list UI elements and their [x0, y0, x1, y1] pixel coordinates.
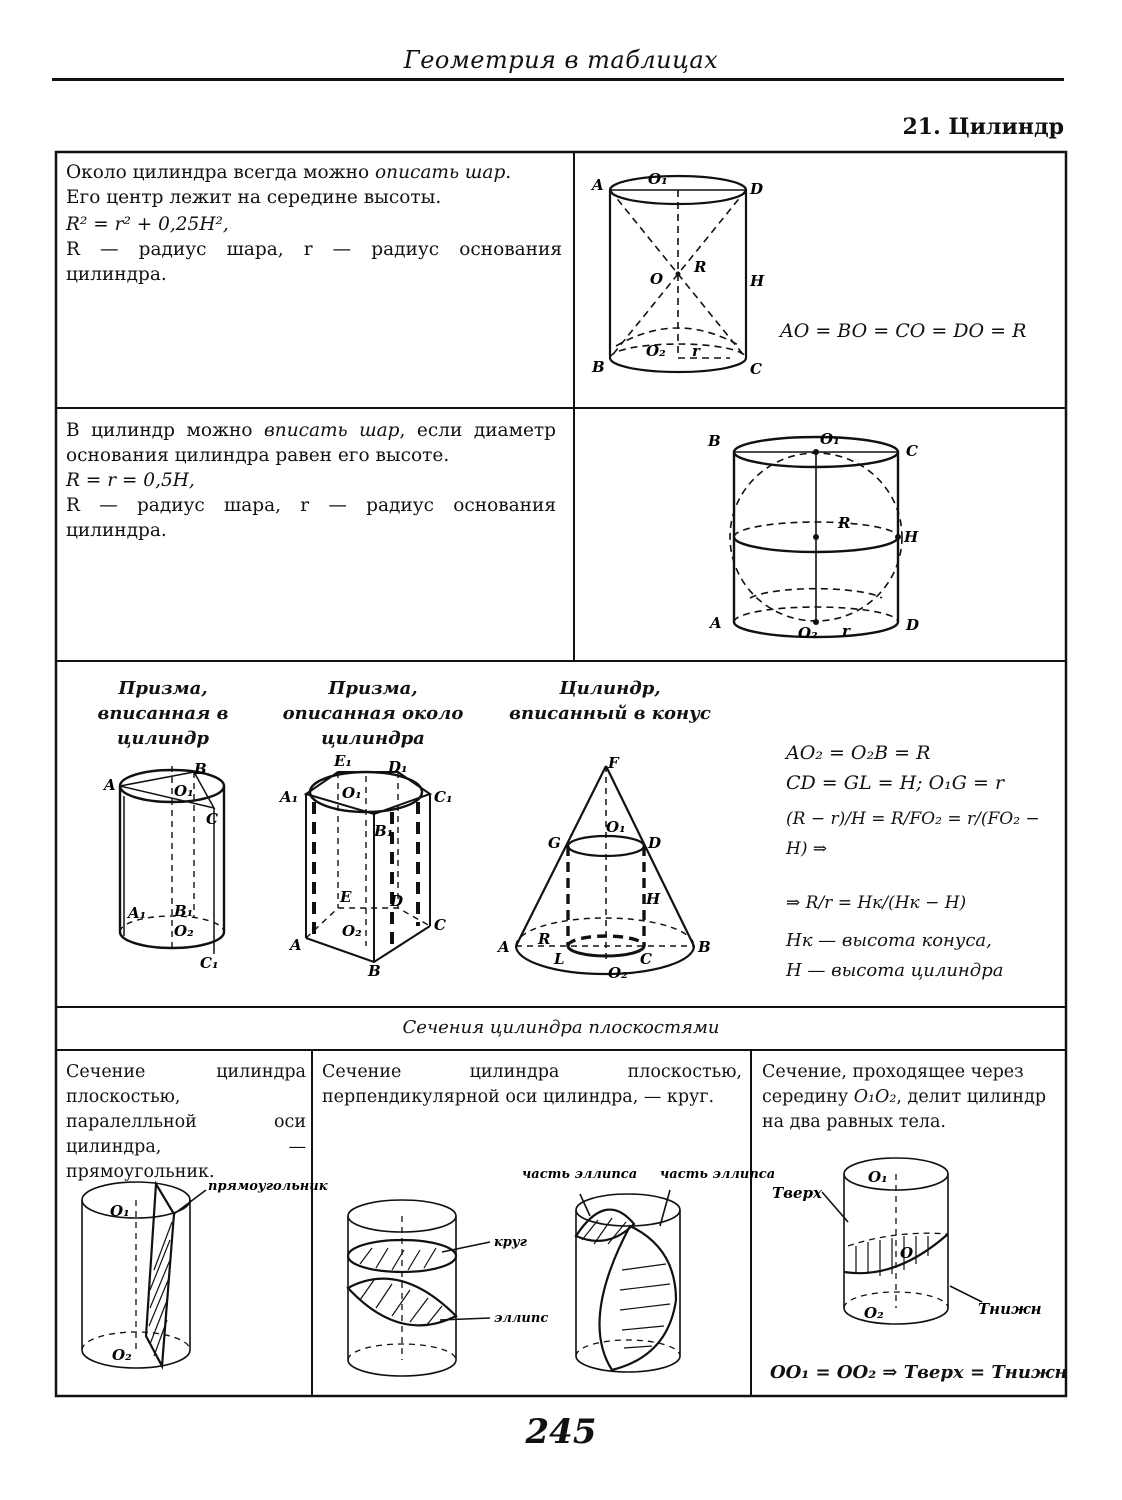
page-number: 245: [525, 1412, 597, 1452]
label-c2: C: [906, 442, 918, 460]
label-o2: O₂: [646, 342, 666, 360]
lbl-c: C: [640, 950, 652, 968]
lbl-c: C: [206, 810, 218, 828]
lbl-a: A: [290, 936, 302, 954]
lbl-a1: A₁: [280, 788, 299, 806]
label-r2-small: r: [842, 622, 850, 640]
section-circle-text: Сечение цилиндра плоскостью, перпендикулярной оси цилиндра, — круг.: [322, 1062, 742, 1107]
eq-1: AO₂ = O₂B = R: [786, 742, 931, 764]
lbl-r: R: [538, 930, 551, 948]
caption-cylinder-in-cone: Цилиндр, вписанный в конус: [509, 678, 711, 724]
cylinder-inscribed-sphere-figure: [690, 416, 950, 656]
sphere-circumscribed-text: Около цилиндра всегда можно описать шар. Его центр лежит на середине высоты. R² = r² + 0,25H², R — радиус шара, r — радиус основания цилиндра.: [66, 162, 562, 285]
label-part-ellipse-2: часть эллипса: [660, 1167, 776, 1182]
lbl-b1: B₁: [374, 822, 394, 840]
label-a2: A: [710, 614, 722, 632]
lbl-a1: A₁: [128, 904, 147, 922]
label-o: O: [650, 270, 664, 288]
label-d: D: [750, 180, 764, 198]
lbl-f: F: [608, 754, 619, 772]
label-r: R: [694, 258, 707, 276]
halves-equation: OO₁ = OO₂ ⇒ Tверх = Tнижн: [770, 1362, 1068, 1383]
sphere-inscribed-text: В цилиндр можно вписать шар, если диаметр основания цилиндра равен его высоте. R = r = 0,5H, R — радиус шара, r — радиус основания цилиндра.: [66, 420, 556, 541]
note-cone-height: Hк — высота конуса,: [786, 930, 992, 951]
label-o1: O₁: [648, 170, 668, 188]
lbl-o1: O₁: [342, 784, 362, 802]
lbl-c1: C₁: [200, 954, 219, 972]
section-circle-ellipse-figure: [330, 1160, 776, 1390]
lbl-a: A: [498, 938, 510, 956]
section-title: 21. Цилиндр: [902, 114, 1064, 140]
lbl-h: H: [646, 890, 661, 908]
lbl-o1: O₁: [110, 1202, 130, 1220]
eq-3: (R − r)/H = R/FO₂ = r/(FO₂ − H) ⇒: [786, 809, 1040, 859]
section-rectangle-text: Сечение цилиндра плоскостью, паралелльной оси цилиндра, — прямоугольник.: [66, 1062, 306, 1182]
label-rectangle: прямоугольник: [208, 1179, 328, 1194]
lbl-a: A: [104, 776, 116, 794]
label-ellipse: эллипс: [494, 1311, 549, 1326]
lbl-o1: O₁: [174, 782, 194, 800]
cone-equations: [786, 738, 1056, 986]
lbl-b: B: [368, 962, 381, 980]
lbl-o2: O₂: [174, 922, 194, 940]
equal-radii-equation: AO = BO = CO = DO = R: [780, 320, 1027, 342]
lbl-o2: O₂: [112, 1346, 132, 1364]
label-tnizh: Tнижн: [978, 1300, 1042, 1318]
lbl-b: B: [194, 760, 207, 778]
label-small-r: r: [692, 342, 700, 360]
caption-prism-inscribed: Призма, вписанная в цилиндр: [97, 678, 229, 749]
lbl-c1: C₁: [434, 788, 453, 806]
sections-title: Сечения цилиндра плоскостями: [402, 1017, 720, 1038]
label-part-ellipse-1: часть эллипса: [522, 1167, 638, 1182]
lbl-o: O: [900, 1244, 914, 1262]
eq-2: CD = GL = H; O₁G = r: [786, 772, 1005, 794]
label-b: B: [592, 358, 605, 376]
label-a: A: [592, 176, 604, 194]
lbl-o1: O₁: [868, 1168, 888, 1186]
label-o1b: O₁: [820, 430, 840, 448]
lbl-c: C: [434, 916, 446, 934]
lbl-d: D: [648, 834, 662, 852]
cylinder-circumscribed-sphere-figure: [580, 160, 1060, 404]
label-d2: D: [906, 616, 920, 634]
caption-prism-circumscribed: Призма, описанная около цилиндра: [282, 678, 464, 749]
label-b2: B: [708, 432, 721, 450]
label-circle: круг: [494, 1235, 527, 1250]
prism-inscribed-figure: [96, 756, 246, 976]
label-h2: H: [904, 528, 919, 546]
prism-circumscribed-figure: [278, 750, 468, 980]
lbl-g: G: [548, 834, 561, 852]
section-rectangle-figure: [70, 1170, 328, 1380]
cylinder-in-cone-figure: [494, 750, 724, 990]
section-halves-text: Сечение, проходящее через середину O₁O₂, делит цилиндр на два равных тела.: [762, 1062, 1047, 1132]
lbl-d1: D₁: [388, 758, 408, 776]
label-o2b: O₂: [798, 624, 818, 642]
note-cylinder-height: H — высота цилиндра: [786, 960, 1004, 981]
lbl-b: B: [698, 938, 711, 956]
lbl-o1: O₁: [606, 818, 626, 836]
lbl-o2: O₂: [342, 922, 362, 940]
lbl-o2: O₂: [608, 964, 628, 982]
section-halves-figure: [764, 1150, 1064, 1330]
lbl-e1: E₁: [334, 752, 353, 770]
lbl-o2: O₂: [864, 1304, 884, 1322]
lbl-e: E: [340, 888, 352, 906]
label-c: C: [750, 360, 762, 378]
lbl-d: D: [390, 892, 404, 910]
lbl-l: L: [554, 950, 565, 968]
label-h: H: [750, 272, 765, 290]
eq-4: ⇒ R/r = Hк/(Hк − H): [786, 893, 967, 913]
label-tverh: Tверх: [772, 1184, 822, 1202]
label-r2: R: [838, 514, 851, 532]
book-title: Геометрия в таблицах: [403, 46, 719, 74]
lbl-b1: B₁: [174, 902, 194, 920]
